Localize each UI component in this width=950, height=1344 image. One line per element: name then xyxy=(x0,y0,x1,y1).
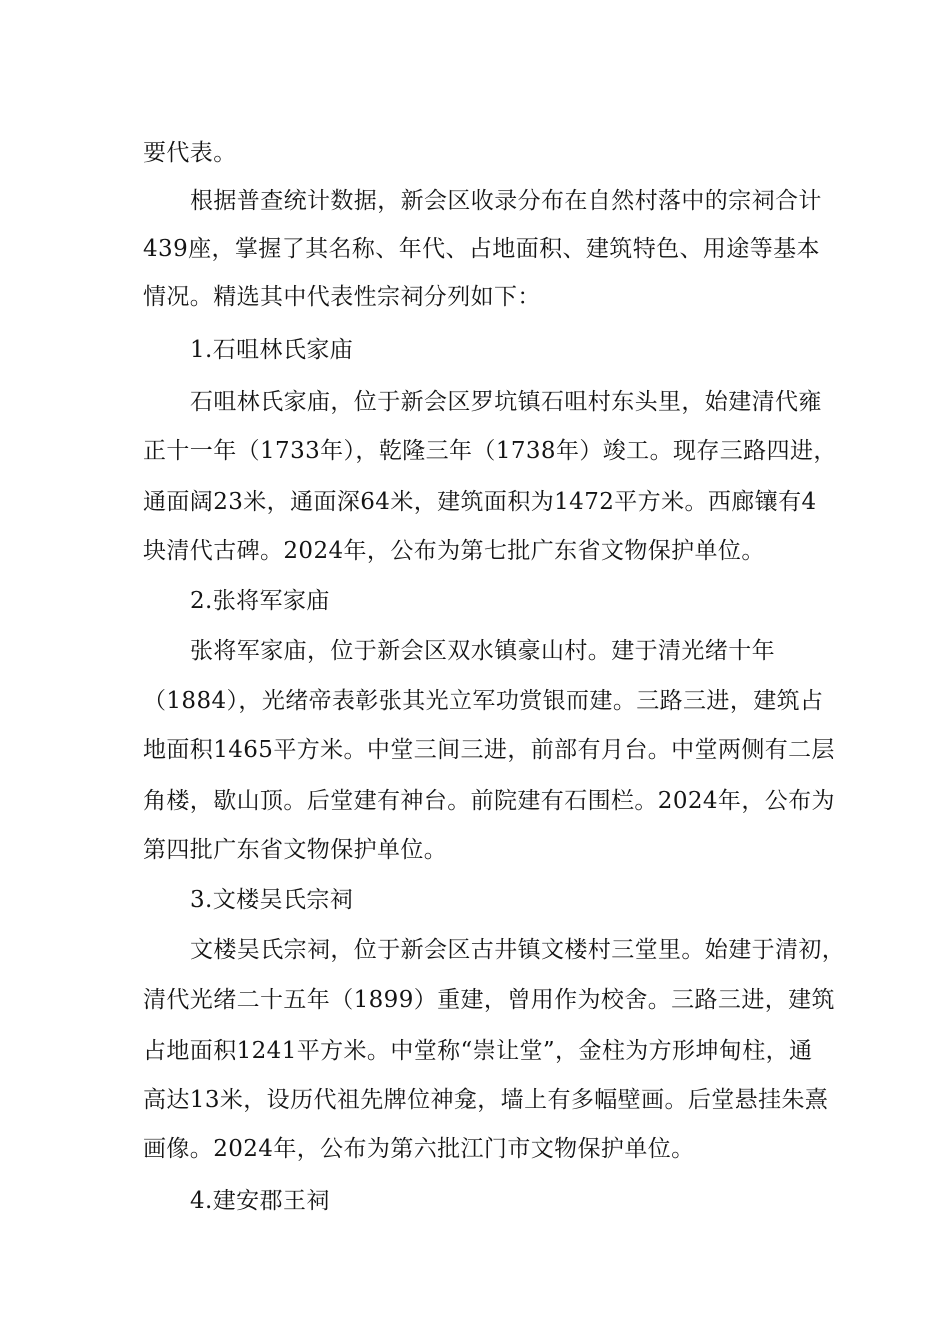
text-line: 情况。精选其中代表性宗祠分列如下： xyxy=(143,284,541,310)
text-line: 通面阔23米，通面深64米，建筑面积为1472平方米。西廊镶有4 xyxy=(143,489,817,515)
text-line: 高达13米，设历代祖先牌位神龛，墙上有多幅壁画。后堂悬挂朱熹 xyxy=(143,1087,829,1113)
text-line: 占地面积1241平方米。中堂称“崇让堂”，金柱为方形坤甸柱，通 xyxy=(143,1038,813,1064)
paragraph-first-line: 张将军家庙，位于新会区双水镇豪山村。建于清光绪十年 xyxy=(190,638,775,664)
text-line: 439座，掌握了其名称、年代、占地面积、建筑特色、用途等基本 xyxy=(143,236,820,262)
text-line: 画像。2024年，公布为第六批江门市文物保护单位。 xyxy=(143,1136,695,1162)
text-line: 地面积1465平方米。中堂三间三进，前部有月台。中堂两侧有二层 xyxy=(143,737,835,763)
text-line: 正十一年（1733年），乾隆三年（1738年）竣工。现存三路四进， xyxy=(143,438,837,464)
text-line: 第四批广东省文物保护单位。 xyxy=(143,837,448,863)
section-heading: 4.建安郡王祠 xyxy=(190,1188,330,1214)
section-heading: 3.文楼吴氏宗祠 xyxy=(190,887,354,913)
text-line: 块清代古碑。2024年，公布为第七批广东省文物保护单位。 xyxy=(143,538,765,564)
paragraph-first-line: 根据普查统计数据，新会区收录分布在自然村落中的宗祠合计 xyxy=(190,188,822,214)
paragraph-first-line: 文楼吴氏宗祠，位于新会区古井镇文楼村三堂里。始建于清初， xyxy=(190,937,846,963)
text-line: 清代光绪二十五年（1899）重建，曾用作为校舍。三路三进，建筑 xyxy=(143,987,835,1013)
text-line: （1884），光绪帝表彰张其光立军功赏银而建。三路三进，建筑占 xyxy=(143,688,824,714)
section-heading: 2.张将军家庙 xyxy=(190,588,330,614)
text-line: 角楼，歇山顶。后堂建有神台。前院建有石围栏。2024年，公布为 xyxy=(143,788,835,814)
text-line: 要代表。 xyxy=(143,140,237,166)
paragraph-first-line: 石咀林氏家庙，位于新会区罗坑镇石咀村东头里，始建清代雍 xyxy=(190,389,822,415)
section-heading: 1.石咀林氏家庙 xyxy=(190,337,354,363)
